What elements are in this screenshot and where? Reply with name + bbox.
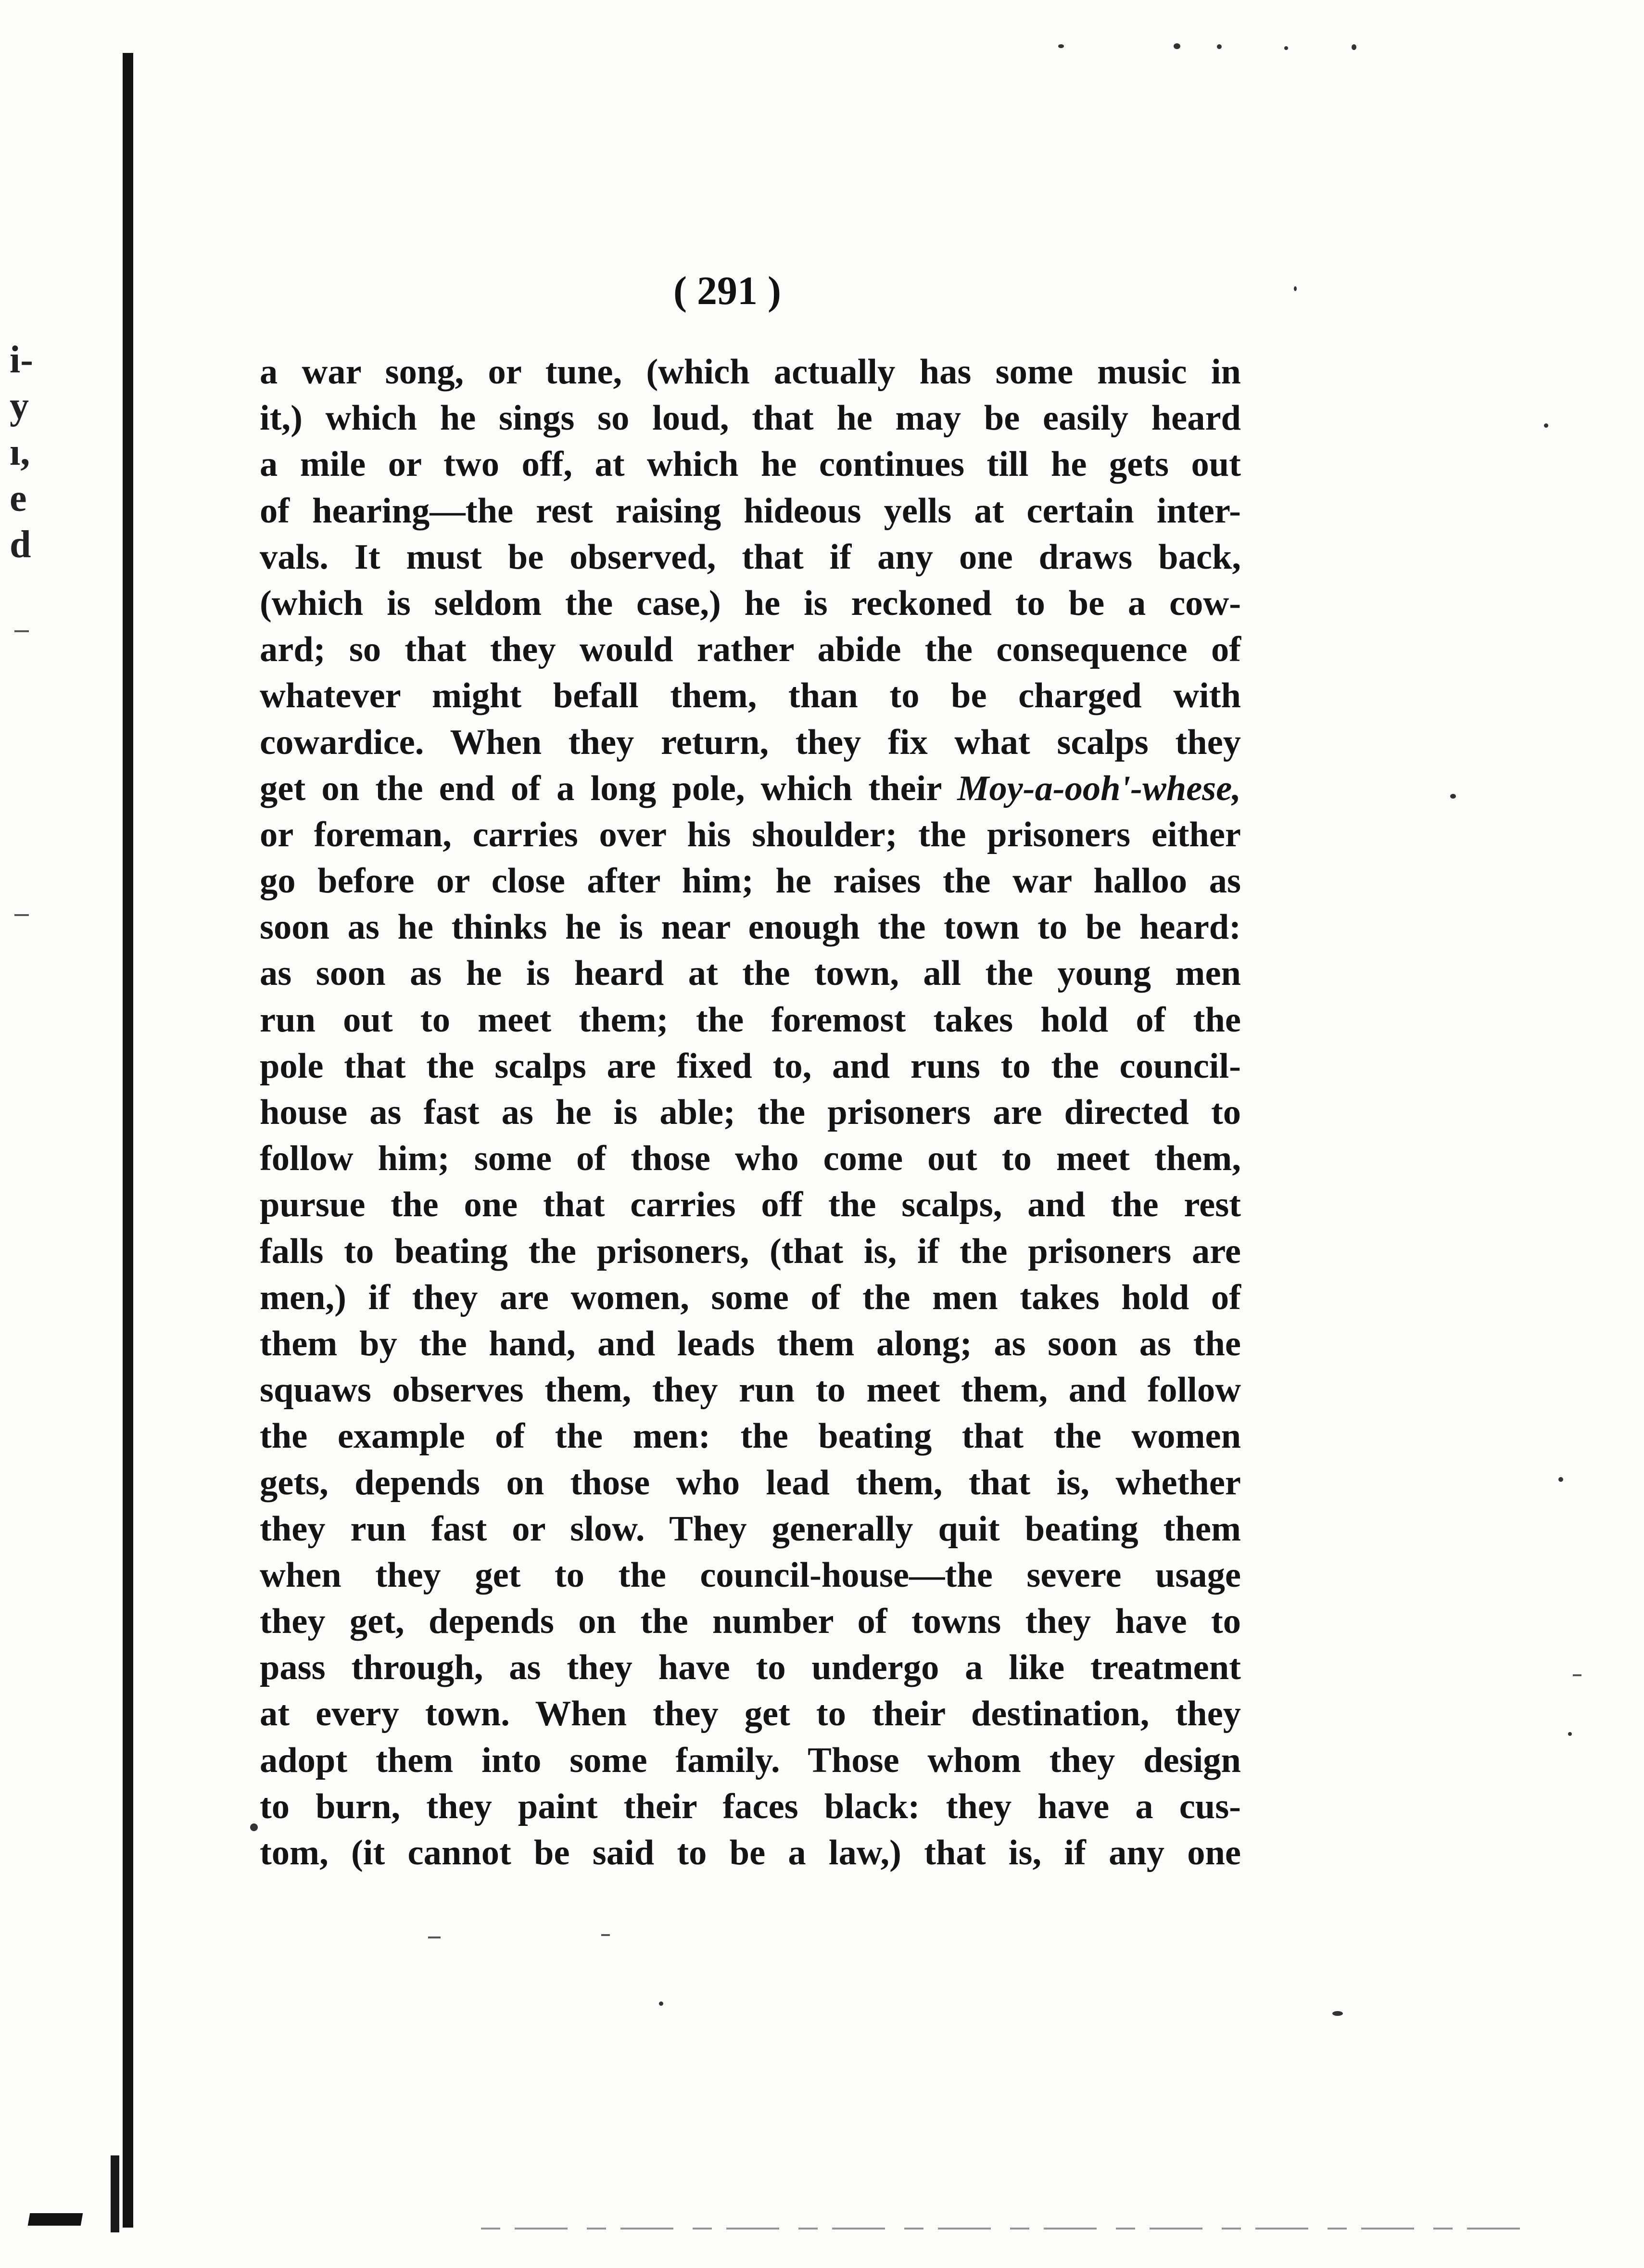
- text-line: they run fast or slow. They generally quit beating them: [260, 1509, 1241, 1549]
- text-line: it,) which he sings so loud, that he may be easily heard: [260, 398, 1241, 438]
- text-line: go before or close after him; he raises the war halloo as: [260, 861, 1241, 901]
- text-line: falls to beating the prisoners, (that is, if the prisoners are: [260, 1231, 1241, 1271]
- text-line: tom, (it cannot be said to be a law,) that is, if any one: [260, 1833, 1241, 1873]
- scan-speck: [250, 1823, 258, 1831]
- scan-mark: [428, 1937, 441, 1938]
- scan-speck: [659, 2001, 663, 2006]
- scan-mark: [601, 1934, 610, 1936]
- body-text: [260, 349, 1241, 1876]
- bleed-char: ı,: [10, 431, 30, 473]
- text-line: of hearing—the rest raising hideous yells at certain inter-: [260, 491, 1241, 531]
- text-line: a mile or two off, at which he continues till he gets out: [260, 445, 1241, 484]
- text-line: at every town. When they get to their destination, they: [260, 1694, 1241, 1734]
- text-line: squaws observes them, they run to meet them, and follow: [260, 1370, 1241, 1410]
- scan-mark: [14, 914, 29, 916]
- text-line: the example of the men: the beating that the women: [260, 1416, 1241, 1456]
- page-number: ( 291 ): [673, 268, 781, 313]
- text-line: as soon as he is heard at the town, all the young men: [260, 954, 1241, 994]
- text-line: (which is seldom the case,) he is reckoned to be a cow-: [260, 583, 1241, 623]
- scan-speck: [1284, 46, 1288, 50]
- scan-speck: [1558, 1477, 1563, 1482]
- scan-speck: [1294, 286, 1297, 291]
- scan-corner-mark: [28, 2213, 83, 2226]
- text-line: they get, depends on the number of towns they have to: [260, 1602, 1241, 1642]
- text-line: soon as he thinks he is near enough the town to be heard:: [260, 907, 1241, 947]
- text-line: pole that the scalps are fixed to, and runs to the council-: [260, 1046, 1241, 1086]
- text-line: men,) if they are women, some of the men takes hold of: [260, 1277, 1241, 1317]
- scan-speck-row: [1058, 42, 1376, 52]
- text-line: adopt them into some family. Those whom they design: [260, 1740, 1241, 1780]
- bleed-char: e: [10, 477, 27, 520]
- binding-shadow-bar: [123, 53, 133, 2228]
- previous-page-bleed: [10, 337, 53, 568]
- text-line: pass through, as they have to undergo a like treatment: [260, 1648, 1241, 1688]
- text-line: when they get to the council-house—the severe usage: [260, 1555, 1241, 1595]
- binding-shadow-lower: [111, 2155, 119, 2232]
- text-line: to burn, they paint their faces black: they have a cus-: [260, 1786, 1241, 1826]
- text-line: cowardice. When they return, they fix what scalps they: [260, 722, 1241, 762]
- bleed-char: y: [10, 385, 29, 427]
- text-line: ard; so that they would rather abide the consequence of: [260, 630, 1241, 670]
- text-line: a war song, or tune, (which actually has some music in: [260, 352, 1241, 392]
- text-line: house as fast as he is able; the prisoners are directed to: [260, 1093, 1241, 1132]
- scan-mark: [14, 630, 29, 632]
- text-line: pursue the one that carries off the scalps, and the rest: [260, 1185, 1241, 1225]
- text-line: run out to meet them; the foremost takes hold of the: [260, 1000, 1241, 1040]
- text-line: whatever might befall them, than to be charged with: [260, 676, 1241, 716]
- text-line-with-italic: [260, 765, 1241, 812]
- bleed-char: d: [10, 523, 31, 566]
- text-line: gets, depends on those who lead them, that is, whether: [260, 1463, 1241, 1503]
- text-line: them by the hand, and leads them along; as soon as the: [260, 1324, 1241, 1363]
- scan-mark: [1573, 1674, 1581, 1676]
- scan-speck: [1217, 44, 1222, 49]
- scan-speck: [1352, 44, 1356, 50]
- italic-term: Moy-a-ooh'-whese,: [957, 768, 1241, 808]
- text-line: follow him; some of those who come out to meet them,: [260, 1139, 1241, 1179]
- scan-speck: [1450, 794, 1456, 799]
- text-segment: get on the end of a long pole, which their: [260, 768, 942, 808]
- scan-speck: [1174, 43, 1180, 49]
- text-line: or foreman, carries over his shoulder; the prisoners either: [260, 815, 1241, 854]
- scan-speck: [1544, 423, 1548, 428]
- scan-speck: [1568, 1732, 1572, 1736]
- bleed-char: i-: [10, 339, 33, 381]
- text-line: vals. It must be observed, that if any one draws back,: [260, 537, 1241, 577]
- scan-speck: [1332, 2011, 1343, 2016]
- scan-bottom-noise: [481, 2228, 1539, 2230]
- scan-speck: [1058, 44, 1064, 48]
